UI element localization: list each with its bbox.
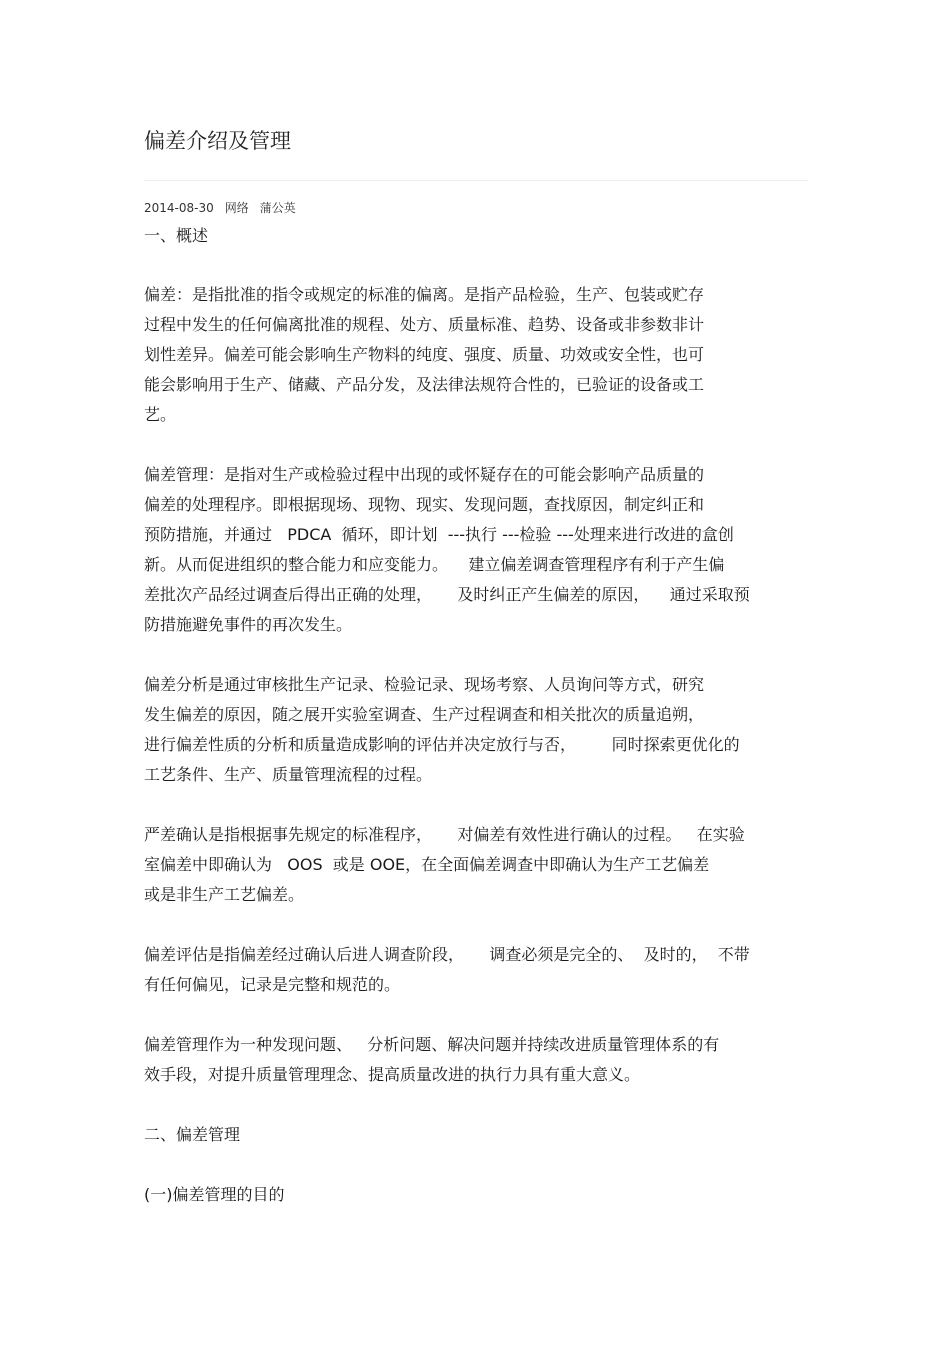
text-line: 艺。 bbox=[144, 405, 177, 424]
text-line: 新。从而促进组织的整合能力和应变能力。 建立偏差调查管理程序有利于产生偏 bbox=[144, 555, 725, 574]
text-line: 偏差分析是通过审核批生产记录、检验记录、现场考察、人员询问等方式，研究 bbox=[144, 675, 705, 694]
heading-overview: 一、概述 bbox=[144, 226, 209, 245]
text-line: 偏差管理：是指对生产或检验过程中出现的或怀疑存在的可能会影响产品质量的 bbox=[144, 465, 705, 484]
text-line: 效手段，对提升质量管理理念、提高质量改进的执行力具有重大意义。 bbox=[144, 1065, 641, 1084]
article-meta bbox=[144, 199, 307, 217]
text-line: 发生偏差的原因，随之展开实验室调查、生产过程调查和相关批次的质量追朔， bbox=[144, 705, 705, 724]
publish-date: 2014-08-30 bbox=[144, 201, 214, 215]
heading-deviation-management: 二、偏差管理 bbox=[144, 1125, 241, 1144]
title-divider bbox=[144, 180, 808, 181]
text-line: 能会影响用于生产、储藏、产品分发，及法律法规符合性的，已验证的设备或工 bbox=[144, 375, 705, 394]
text-line: 过程中发生的任何偏离批准的规程、处方、质量标准、趋势、设备或非参数非计 bbox=[144, 315, 705, 334]
text-line: 偏差：是指批准的指令或规定的标准的偏离。是指产品检验，生产、包装或贮存 bbox=[144, 285, 705, 304]
text-line: 划性差异。偏差可能会影响生产物料的纯度、强度、质量、功效或安全性，也可 bbox=[144, 345, 705, 364]
text-line: 严差确认是指根据事先规定的标准程序， 对偏差有效性进行确认的过程。 在实验 bbox=[144, 825, 745, 844]
text-line: 偏差评估是指偏差经过确认后进人调查阶段， 调查必须是完全的、 及时的， 不带 bbox=[144, 945, 750, 964]
text-line: 偏差的处理程序。即根据现场、现物、现实、发现问题，查找原因，制定纠正和 bbox=[144, 495, 705, 514]
text-line: 或是非生产工艺偏差。 bbox=[144, 885, 305, 904]
text-line: 有任何偏见，记录是完整和规范的。 bbox=[144, 975, 401, 994]
article-author: 蒲公英 bbox=[259, 201, 296, 215]
text-line: 进行偏差性质的分析和质量造成影响的评估并决定放行与否， 同时探索更优化的 bbox=[144, 735, 740, 754]
text-line: 偏差管理作为一种发现问题、 分析问题、解决问题并持续改进质量管理体系的有 bbox=[144, 1035, 720, 1054]
text-line: 预防措施，并通过 PDCA 循环，即计划 ---执行 ---检验 ---处理来进行改进的盒创 bbox=[144, 525, 734, 544]
text-line: 工艺条件、生产、质量管理流程的过程。 bbox=[144, 765, 433, 784]
article-title: 偏差介绍及管理 bbox=[144, 129, 291, 153]
text-line: 室偏差中即确认为 OOS 或是 OOE，在全面偏差调查中即确认为生产工艺偏差 bbox=[144, 855, 710, 874]
text-line: 差批次产品经过调查后得出正确的处理， 及时纠正产生偏差的原因， 通过采取预 bbox=[144, 585, 750, 604]
text-line: 防措施避免事件的再次发生。 bbox=[144, 615, 353, 634]
subheading-purpose: (一)偏差管理的目的 bbox=[144, 1185, 285, 1204]
article-source: 网络 bbox=[224, 201, 249, 215]
